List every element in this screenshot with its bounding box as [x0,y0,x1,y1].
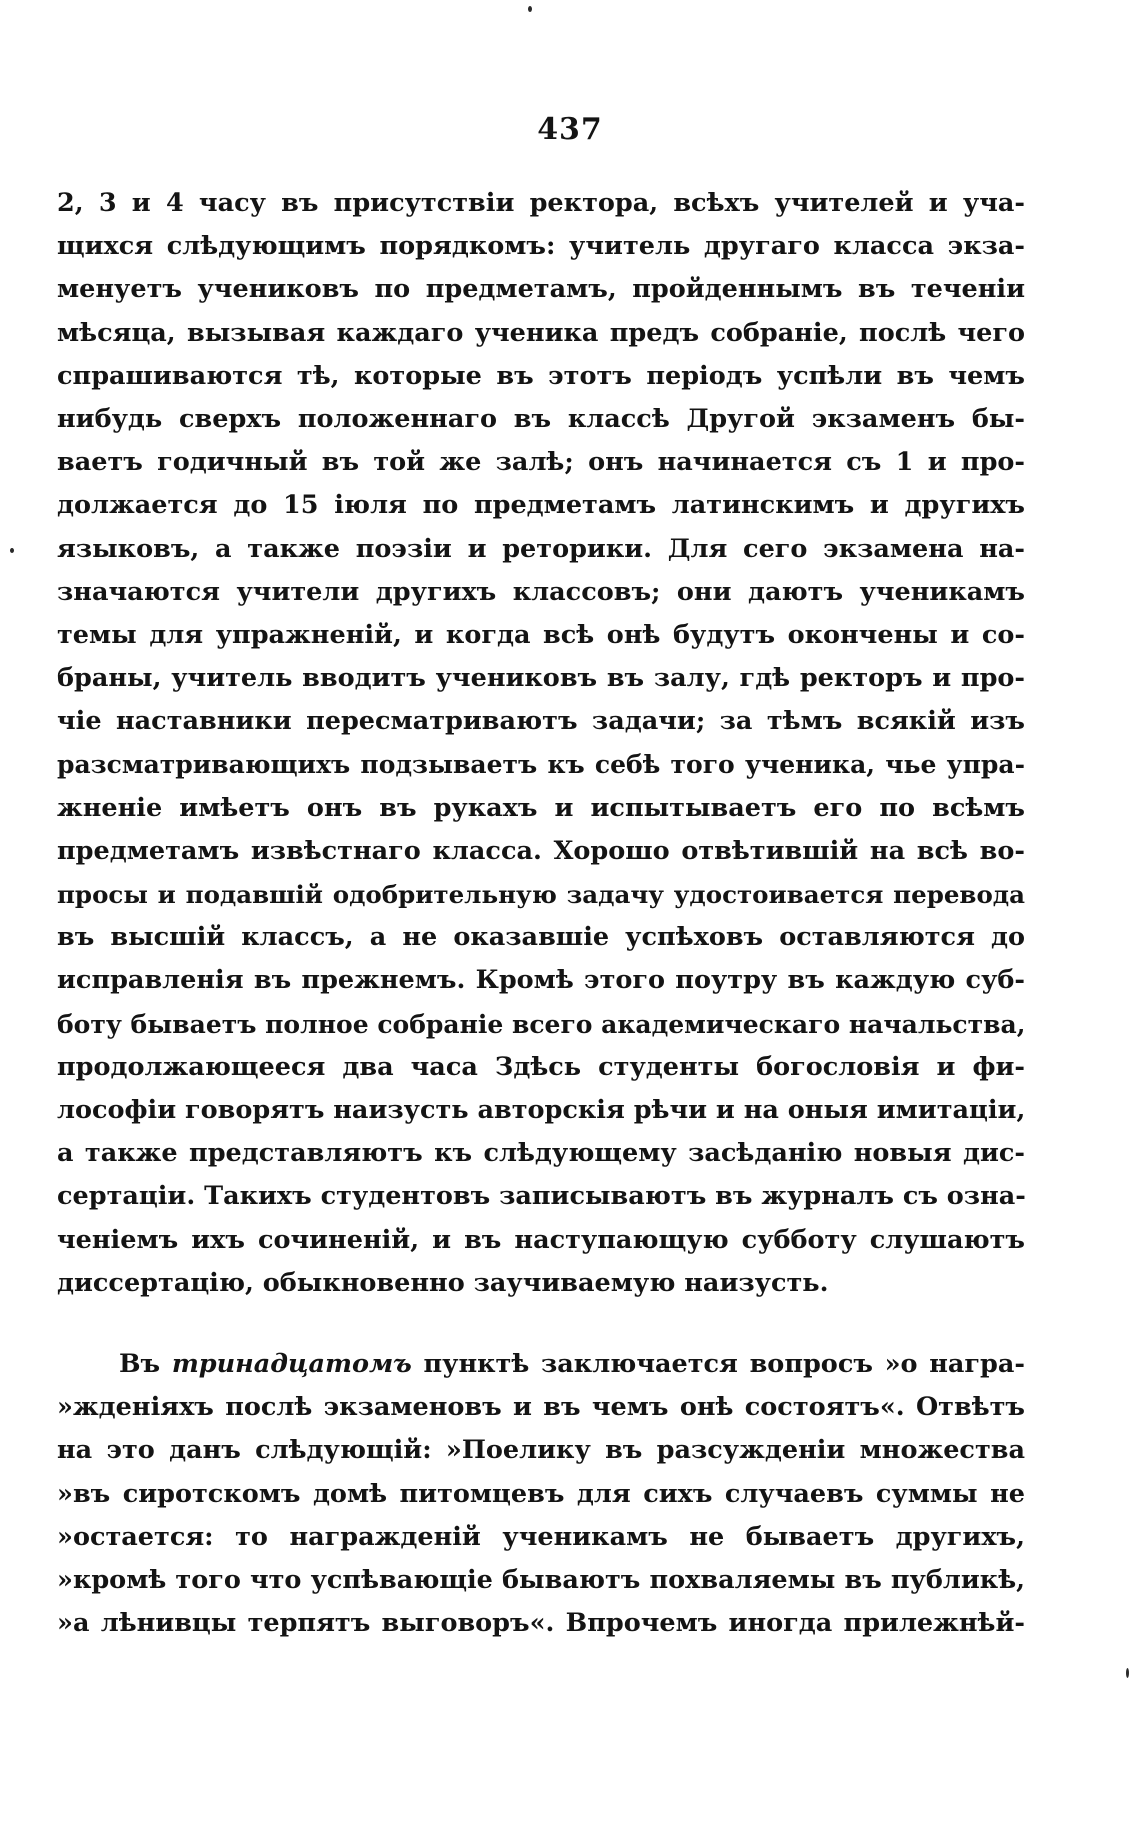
print-speck [10,548,14,553]
text-line: диссертацію, обыкновенно заучиваемую наизусть. [57,1267,829,1298]
text-line: разсматривающихъ подзываетъ къ себѣ того ученика, чье упра- [57,750,1025,780]
text-line: боту бываетъ полное собраніе всего академическаго начальства, [57,1009,1026,1039]
text-line: сертаціи. Такихъ студентовъ записываютъ въ журналъ съ озна- [57,1181,1026,1212]
text-line: а также представляютъ къ слѣдующему засѣданію новыя дис- [57,1138,1025,1169]
text-line: значаются учители другихъ классовъ; они даютъ ученикамъ [57,576,1025,607]
text-line: языковъ, а также поэзіи и реторики. Для сего экзамена на- [57,533,1025,564]
text-line: лософіи говорятъ наизусть авторскія рѣчи и на оныя имитаціи, [57,1094,1026,1125]
print-speck [1126,1668,1129,1678]
text-line: »кромѣ того что успѣвающіе бываютъ похваляемы въ публикѣ, [57,1564,1025,1595]
text-line: исправленія въ прежнемъ. Кромѣ этого поутру въ каждую суб- [57,965,1025,996]
page-number: 437 [537,112,603,147]
line-start: Въ [119,1349,172,1379]
text-line: нибудь сверхъ положеннаго въ классѣ Другой экзаменъ бы- [57,403,1025,434]
paragraph-2 [57,1343,1025,1645]
text-line: чіе наставники пересматриваютъ задачи; за тѣмъ всякій изъ [57,706,1025,737]
text-line: продолжающееся два часа Здѣсь студенты богословія и фи- [57,1051,1025,1082]
text-line: ченіемъ ихъ сочиненій, и въ наступающую субботу слушаютъ [57,1224,1025,1255]
text-line: щихся слѣдующимъ порядкомъ: учитель другаго класса экза- [57,231,1025,262]
text-line: предметамъ извѣстнаго класса. Хорошо отвѣтившій на всѣ во- [57,835,1025,866]
text-line: темы для упражненій, и когда всѣ онѣ будутъ окончены и со- [57,619,1025,650]
text-line: »а лѣнивцы терпятъ выговоръ«. Впрочемъ иногда прилежнѣй- [57,1608,1025,1639]
text-line: менуетъ учениковъ по предметамъ, пройденнымъ въ теченіи [57,274,1025,305]
text-line: мѣсяца, вызывая каждаго ученика предъ собраніе, послѣ чего [57,317,1025,348]
print-speck [528,6,532,12]
text-line: 2, 3 и 4 часу въ присутствіи ректора, всѣхъ учителей и уча- [57,188,1025,218]
text-line: спрашиваются тѣ, которые въ этотъ періодъ успѣли въ чемъ [57,360,1025,391]
emphasized-word: тринадцатомъ [171,1349,412,1379]
text-line: »жденіяхъ послѣ экзаменовъ и въ чемъ онѣ состоятъ«. Отвѣтъ [57,1392,1025,1423]
text-line: на это данъ слѣдующій: »Поелику въ разсужденіи множества [57,1435,1025,1466]
text-line: должается до 15 іюля по предметамъ латинскимъ и другихъ [57,490,1025,521]
text-line: въ высшій классъ, а не оказавшіе успѣховъ оставляются до [57,922,1025,953]
text-line: просы и подавшій одобрительную задачу удостоивается перевода [57,880,1025,909]
text-line-first [57,1343,1025,1386]
text-line: ваетъ годичный въ той же залѣ; онъ начинается съ 1 и про- [57,447,1025,478]
paragraph-1 [57,182,1025,1305]
line-rest: пунктѣ заключается вопросъ »о награ- [411,1349,1025,1379]
text-line: браны, учитель вводитъ учениковъ въ залу, гдѣ ректоръ и про- [57,663,1025,694]
text-line: жненіе имѣетъ онъ въ рукахъ и испытываетъ его по всѣмъ [57,792,1025,823]
text-line: »въ сиротскомъ домѣ питомцевъ для сихъ случаевъ суммы не [57,1478,1025,1509]
text-line: »остается: то награжденій ученикамъ не бываетъ другихъ, [57,1521,1025,1552]
